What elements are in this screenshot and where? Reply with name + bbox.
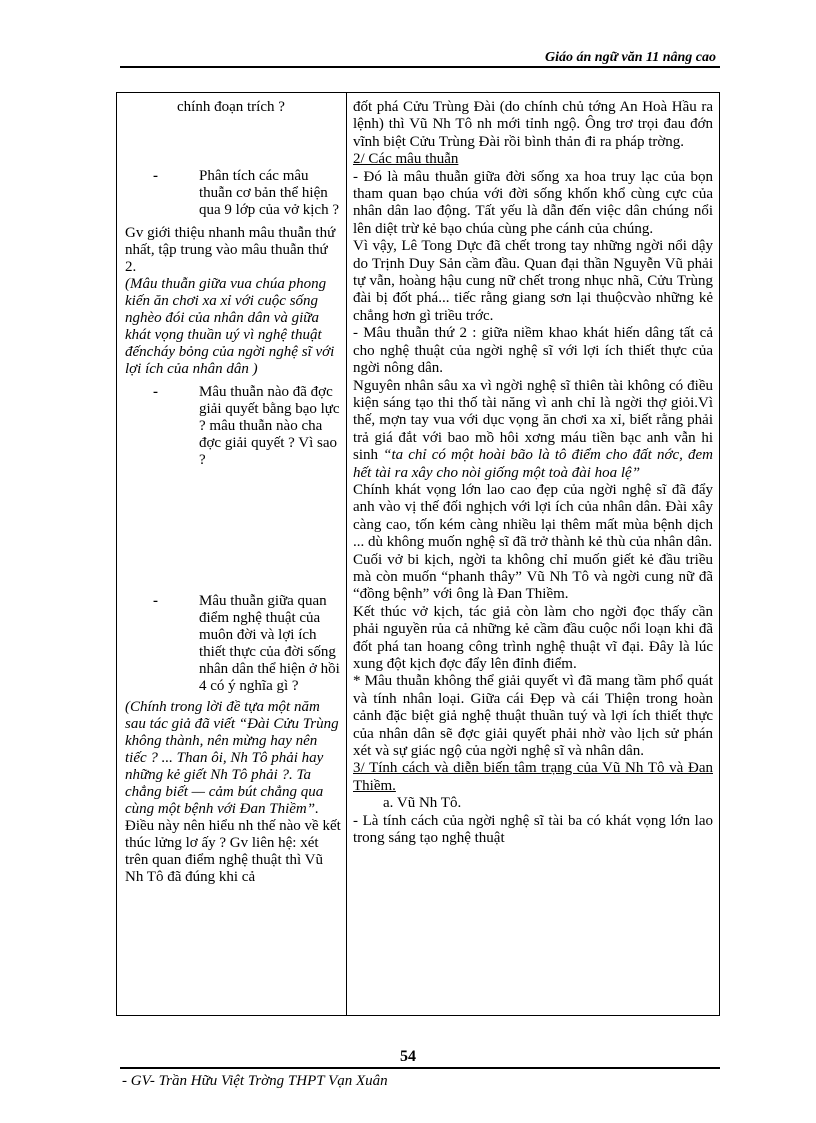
note-1: (Mâu thuẫn giữa vua chúa phong kiến ăn chơi xa xỉ với cuộc sống nghèo đói của nhân dân và giữa khát vọng thuần uý vì nghệ thuật đếncháy bỏng của ngời nghệ sĩ với lợi ích của nhân dân )	[125, 276, 335, 377]
question-bullet-2	[125, 384, 342, 469]
paragraph-2: - Đó là mâu thuẫn giữa đời sống xa hoa truy lạc của bọn tham quan bạo chúa với đời sống khốn khổ cùng cực của nhân dân lao động. Tất yếu là dẫn đến việc dân chúng nổi lên diệt trừ kẻ bạo chúa cùng phe cánh của chúng.	[353, 168, 713, 237]
paragraph-5-text: Nguyên nhân sâu xa vì ngời nghệ sĩ thiên tài không có điều kiện sáng tạo thi thố tài năng vì anh chỉ là ngời thợ giỏi.Vì thế, mợn tay vua với dục vọng ăn chơi xa xỉ, biết rằng phải trả giá đắt với bao mồ hôi xơng máu tiền bạc anh vẫn hi sinh	[353, 377, 713, 464]
paragraph-7: Cuối vở bi kịch, ngời ta không chỉ muốn giết kẻ đầu triều mà còn muốn “phanh thây” Vũ Nh Tô và ngời cung nữ đã “đồng bệnh” với ông là Đan Thiềm.	[353, 551, 713, 603]
dash-icon: -	[153, 384, 158, 400]
header-rule	[120, 66, 720, 68]
paragraph-6: Chính khát vọng lớn lao cao đẹp của ngời nghệ sĩ đã đẩy anh vào vị thế đối nghịch với lợi ích của nhân dân. Đài xây càng cao, tốn kém càng nhiều lại thêm mất mùa bệnh dịch ... dù không muốn nghệ sĩ đã trở thành kẻ thù của nhân dân.	[353, 481, 713, 551]
question-3-text: Mâu thuẫn giữa quan điểm nghệ thuật của muôn đời và lợi ích thiết thực của đời sống nhân dân thể hiện ở hồi 4 có ý nghĩa gì ?	[199, 593, 340, 694]
paragraph-5-quote: “ta chỉ có một hoài bão là tô điểm cho đất nớc, đem hết tài ra xây cho nòi giống một toà đài hoa lệ”	[353, 447, 713, 481]
question-bullet-1	[125, 168, 342, 219]
section-heading-3: 3/ Tính cách và diễn biến tâm trạng của Vũ Nh Tô và Đan Thiềm.	[353, 760, 713, 794]
question-bullet-3	[125, 593, 342, 695]
paragraph-5	[353, 378, 713, 482]
note-2: (Chính trong lời đề tựa một năm sau tác giả đã viết “Đài Cửu Trùng không thành, nên mừng hay nên tiếc ? ... Than ôi, Nh Tô phải hay những kẻ giết Nh Tô phải ?. Ta chẳng biết — cảm bút chẳng qua cùng một bệnh với Đan Thiềm”.	[125, 699, 339, 817]
left-line-1: chính đoạn trích ?	[177, 99, 285, 115]
question-2-text: Mâu thuẫn nào đã đợc giải quyết bằng bạo lực ? mâu thuẫn nào cha đợc giải quyết ? Vì sao ?	[199, 384, 340, 468]
question-1-text: Phân tích các mâu thuẫn cơ bản thể hiện qua 9 lớp của vở kịch ?	[199, 168, 339, 218]
paragraph-3: Vì vậy, Lê Tong Dực đã chết trong tay những ngời nổi dậy do Trịnh Duy Sản cầm đầu. Quan đại thần Nguyễn Vũ phải tự vẫn, hoàng hậu cung nữ chết trong nhục nhã, Cửu Trùng đài bị đốt phá... tiếc rằng giang sơn lại thuộcvào những kẻ chẳng hơn gì triều trớc.	[353, 238, 713, 324]
dash-icon: -	[153, 168, 158, 184]
subheading-a: a. Vũ Nh Tô.	[383, 795, 462, 812]
paragraph-4: - Mâu thuẫn thứ 2 : giữa niềm khao khát hiến dâng tất cả cho nghệ thuật của ngời nghệ sĩ với lợi ích thiết thực của ngời nông dân.	[353, 325, 713, 377]
paragraph-8: Kết thúc vở kịch, tác giả còn làm cho ngời đọc thấy cần phải nguyền rủa cả những kẻ cầm đầu cuộc nổi loạn khi đã đốt phá tan hoang công trình nghệ thuật vĩ đại. Đây là lúc xung đột kịch đợc đẩy lên đỉnh điểm.	[353, 603, 713, 672]
header-title: Giáo án ngữ văn 11 nâng cao	[545, 50, 716, 65]
teacher-intro: Gv giới thiệu nhanh mâu thuẫn thứ nhất, tập trung vào mâu thuẫn thứ 2.	[125, 225, 336, 275]
teacher-activity-column	[117, 93, 346, 1015]
content-column	[347, 93, 719, 1015]
paragraph-10: - Là tính cách của ngời nghệ sĩ tài ba có khát vọng lớn lao trong sáng tạo nghệ thuật	[353, 812, 713, 847]
paragraph-1: đốt phá Cửu Trùng Đài (do chính chủ tớng An Hoà Hầu ra lệnh) thì Vũ Nh Tô nh mới tỉnh ngộ. Ông trơ trọi đau đớn vĩnh biệt Cửu Trùng Đài rồi bình thản đi ra pháp trờng.	[353, 99, 713, 150]
dash-icon: -	[153, 593, 158, 609]
page-number: 54	[400, 1048, 416, 1065]
footer-text: - GV- Trần Hữu Việt Trờng THPT Vạn Xuân	[122, 1073, 388, 1089]
section-heading-2: 2/ Các mâu thuẫn	[353, 151, 459, 168]
footer-rule	[120, 1067, 720, 1069]
lesson-table	[116, 92, 720, 1016]
paragraph-9: * Mâu thuẫn không thể giải quyết vì đã mang tầm phổ quát và tính nhân loại. Giữa cái Đẹp và cái Thiện trong hoàn cảnh đặc biệt giả nghệ thuật thuần tuý và lợi ích thiết thực của nhân dân sẽ đợc giải quyết phải nhờ vào lịch sử phán xét và sự giác ngộ của ngời nghệ sĩ và nhân dân.	[353, 673, 713, 760]
left-closing: Điều này nên hiểu nh thế nào về kết thúc lửng lơ ấy ? Gv liên hệ: xét trên quan điểm nghệ thuật thì Vũ Nh Tô đã đúng khi cả	[125, 818, 341, 885]
